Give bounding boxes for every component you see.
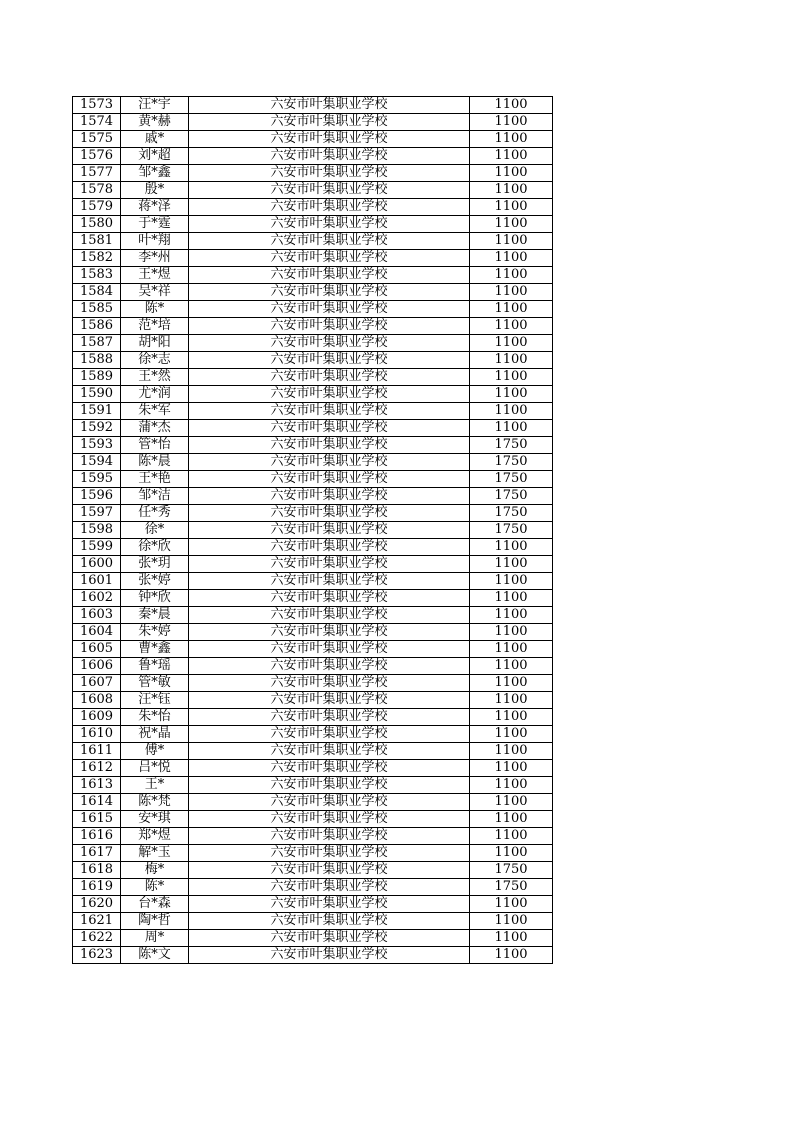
name-cell: 尤*润 (121, 386, 189, 403)
row-number-cell: 1583 (73, 267, 121, 284)
school-cell: 六安市叶集职业学校 (189, 726, 470, 743)
data-table (72, 96, 553, 964)
name-cell: 任*秀 (121, 505, 189, 522)
row-number-cell: 1580 (73, 216, 121, 233)
school-cell: 六安市叶集职业学校 (189, 930, 470, 947)
table-row (73, 862, 553, 879)
amount-cell: 1100 (470, 318, 553, 335)
row-number-cell: 1617 (73, 845, 121, 862)
table-row (73, 726, 553, 743)
amount-cell: 1100 (470, 131, 553, 148)
table-row (73, 352, 553, 369)
name-cell: 曹*鑫 (121, 641, 189, 658)
row-number-cell: 1613 (73, 777, 121, 794)
table-row (73, 777, 553, 794)
table-row (73, 403, 553, 420)
name-cell: 叶*翔 (121, 233, 189, 250)
table-row (73, 386, 553, 403)
name-cell: 黄*赫 (121, 114, 189, 131)
school-cell: 六安市叶集职业学校 (189, 641, 470, 658)
row-number-cell: 1605 (73, 641, 121, 658)
table-row (73, 556, 553, 573)
name-cell: 汪*钰 (121, 692, 189, 709)
table-row (73, 794, 553, 811)
table-row (73, 369, 553, 386)
amount-cell: 1100 (470, 148, 553, 165)
amount-cell: 1750 (470, 437, 553, 454)
row-number-cell: 1618 (73, 862, 121, 879)
table-row (73, 522, 553, 539)
amount-cell: 1100 (470, 726, 553, 743)
table-row (73, 505, 553, 522)
amount-cell: 1100 (470, 811, 553, 828)
school-cell: 六安市叶集职业学校 (189, 760, 470, 777)
school-cell: 六安市叶集职业学校 (189, 352, 470, 369)
table-row (73, 437, 553, 454)
school-cell: 六安市叶集职业学校 (189, 233, 470, 250)
amount-cell: 1100 (470, 828, 553, 845)
table-body (73, 97, 553, 964)
amount-cell: 1100 (470, 624, 553, 641)
name-cell: 胡*阳 (121, 335, 189, 352)
table-row (73, 709, 553, 726)
table-row (73, 318, 553, 335)
amount-cell: 1100 (470, 386, 553, 403)
name-cell: 朱*婷 (121, 624, 189, 641)
name-cell: 朱*军 (121, 403, 189, 420)
name-cell: 傅* (121, 743, 189, 760)
row-number-cell: 1621 (73, 913, 121, 930)
table-row (73, 658, 553, 675)
school-cell: 六安市叶集职业学校 (189, 97, 470, 114)
row-number-cell: 1575 (73, 131, 121, 148)
row-number-cell: 1586 (73, 318, 121, 335)
name-cell: 殷* (121, 182, 189, 199)
school-cell: 六安市叶集职业学校 (189, 539, 470, 556)
school-cell: 六安市叶集职业学校 (189, 505, 470, 522)
amount-cell: 1100 (470, 930, 553, 947)
row-number-cell: 1601 (73, 573, 121, 590)
row-number-cell: 1616 (73, 828, 121, 845)
amount-cell: 1100 (470, 947, 553, 964)
row-number-cell: 1574 (73, 114, 121, 131)
row-number-cell: 1588 (73, 352, 121, 369)
amount-cell: 1100 (470, 658, 553, 675)
amount-cell: 1750 (470, 522, 553, 539)
name-cell: 安*琪 (121, 811, 189, 828)
table-row (73, 488, 553, 505)
school-cell: 六安市叶集职业学校 (189, 182, 470, 199)
amount-cell: 1100 (470, 301, 553, 318)
table-row (73, 947, 553, 964)
school-cell: 六安市叶集职业学校 (189, 947, 470, 964)
table-row (73, 454, 553, 471)
name-cell: 钟*欣 (121, 590, 189, 607)
school-cell: 六安市叶集职业学校 (189, 250, 470, 267)
table-row (73, 301, 553, 318)
name-cell: 祝*晶 (121, 726, 189, 743)
name-cell: 徐*欣 (121, 539, 189, 556)
row-number-cell: 1577 (73, 165, 121, 182)
school-cell: 六安市叶集职业学校 (189, 709, 470, 726)
table-row (73, 896, 553, 913)
name-cell: 李*州 (121, 250, 189, 267)
row-number-cell: 1592 (73, 420, 121, 437)
school-cell: 六安市叶集职业学校 (189, 692, 470, 709)
amount-cell: 1100 (470, 590, 553, 607)
row-number-cell: 1578 (73, 182, 121, 199)
table-row (73, 641, 553, 658)
row-number-cell: 1608 (73, 692, 121, 709)
name-cell: 戚* (121, 131, 189, 148)
school-cell: 六安市叶集职业学校 (189, 403, 470, 420)
amount-cell: 1100 (470, 352, 553, 369)
amount-cell: 1100 (470, 777, 553, 794)
row-number-cell: 1594 (73, 454, 121, 471)
amount-cell: 1100 (470, 182, 553, 199)
row-number-cell: 1600 (73, 556, 121, 573)
name-cell: 管*敏 (121, 675, 189, 692)
amount-cell: 1100 (470, 794, 553, 811)
row-number-cell: 1591 (73, 403, 121, 420)
amount-cell: 1100 (470, 692, 553, 709)
row-number-cell: 1604 (73, 624, 121, 641)
row-number-cell: 1614 (73, 794, 121, 811)
name-cell: 王*艳 (121, 471, 189, 488)
row-number-cell: 1612 (73, 760, 121, 777)
table-row (73, 97, 553, 114)
name-cell: 蒋*泽 (121, 199, 189, 216)
table-row (73, 845, 553, 862)
amount-cell: 1100 (470, 250, 553, 267)
amount-cell: 1100 (470, 267, 553, 284)
row-number-cell: 1619 (73, 879, 121, 896)
table-row (73, 913, 553, 930)
name-cell: 解*玉 (121, 845, 189, 862)
table-row (73, 114, 553, 131)
name-cell: 刘*超 (121, 148, 189, 165)
name-cell: 朱*怡 (121, 709, 189, 726)
table-row (73, 811, 553, 828)
amount-cell: 1100 (470, 641, 553, 658)
school-cell: 六安市叶集职业学校 (189, 896, 470, 913)
name-cell: 张*婷 (121, 573, 189, 590)
table-row (73, 199, 553, 216)
table-row (73, 148, 553, 165)
school-cell: 六安市叶集职业学校 (189, 811, 470, 828)
amount-cell: 1750 (470, 879, 553, 896)
table-row (73, 233, 553, 250)
row-number-cell: 1615 (73, 811, 121, 828)
name-cell: 周* (121, 930, 189, 947)
table-row (73, 250, 553, 267)
row-number-cell: 1576 (73, 148, 121, 165)
row-number-cell: 1598 (73, 522, 121, 539)
row-number-cell: 1599 (73, 539, 121, 556)
amount-cell: 1750 (470, 454, 553, 471)
name-cell: 王*煜 (121, 267, 189, 284)
school-cell: 六安市叶集职业学校 (189, 454, 470, 471)
row-number-cell: 1584 (73, 284, 121, 301)
name-cell: 陈* (121, 301, 189, 318)
name-cell: 秦*晨 (121, 607, 189, 624)
school-cell: 六安市叶集职业学校 (189, 556, 470, 573)
amount-cell: 1100 (470, 539, 553, 556)
name-cell: 陈* (121, 879, 189, 896)
table-row (73, 182, 553, 199)
amount-cell: 1100 (470, 369, 553, 386)
table-row (73, 828, 553, 845)
row-number-cell: 1611 (73, 743, 121, 760)
table-row (73, 539, 553, 556)
row-number-cell: 1620 (73, 896, 121, 913)
school-cell: 六安市叶集职业学校 (189, 420, 470, 437)
row-number-cell: 1573 (73, 97, 121, 114)
row-number-cell: 1596 (73, 488, 121, 505)
name-cell: 邹*洁 (121, 488, 189, 505)
school-cell: 六安市叶集职业学校 (189, 284, 470, 301)
school-cell: 六安市叶集职业学校 (189, 335, 470, 352)
school-cell: 六安市叶集职业学校 (189, 318, 470, 335)
name-cell: 陶*哲 (121, 913, 189, 930)
school-cell: 六安市叶集职业学校 (189, 862, 470, 879)
school-cell: 六安市叶集职业学校 (189, 165, 470, 182)
name-cell: 于*霆 (121, 216, 189, 233)
row-number-cell: 1593 (73, 437, 121, 454)
name-cell: 徐*志 (121, 352, 189, 369)
amount-cell: 1750 (470, 471, 553, 488)
school-cell: 六安市叶集职业学校 (189, 131, 470, 148)
name-cell: 陈*文 (121, 947, 189, 964)
school-cell: 六安市叶集职业学校 (189, 777, 470, 794)
row-number-cell: 1610 (73, 726, 121, 743)
name-cell: 徐* (121, 522, 189, 539)
name-cell: 台*森 (121, 896, 189, 913)
table-row (73, 420, 553, 437)
amount-cell: 1100 (470, 335, 553, 352)
name-cell: 张*玥 (121, 556, 189, 573)
row-number-cell: 1579 (73, 199, 121, 216)
name-cell: 王*然 (121, 369, 189, 386)
name-cell: 郑*煜 (121, 828, 189, 845)
school-cell: 六安市叶集职业学校 (189, 624, 470, 641)
school-cell: 六安市叶集职业学校 (189, 488, 470, 505)
table-row (73, 743, 553, 760)
school-cell: 六安市叶集职业学校 (189, 199, 470, 216)
table-row (73, 607, 553, 624)
amount-cell: 1100 (470, 114, 553, 131)
table-row (73, 335, 553, 352)
school-cell: 六安市叶集职业学校 (189, 522, 470, 539)
amount-cell: 1100 (470, 284, 553, 301)
row-number-cell: 1603 (73, 607, 121, 624)
school-cell: 六安市叶集职业学校 (189, 301, 470, 318)
row-number-cell: 1582 (73, 250, 121, 267)
table-row (73, 930, 553, 947)
amount-cell: 1100 (470, 556, 553, 573)
name-cell: 梅* (121, 862, 189, 879)
amount-cell: 1100 (470, 913, 553, 930)
name-cell: 鲁*瑶 (121, 658, 189, 675)
name-cell: 蒲*杰 (121, 420, 189, 437)
school-cell: 六安市叶集职业学校 (189, 267, 470, 284)
row-number-cell: 1585 (73, 301, 121, 318)
name-cell: 范*培 (121, 318, 189, 335)
table-row (73, 471, 553, 488)
table-row (73, 760, 553, 777)
school-cell: 六安市叶集职业学校 (189, 675, 470, 692)
amount-cell: 1100 (470, 199, 553, 216)
name-cell: 吕*悦 (121, 760, 189, 777)
amount-cell: 1100 (470, 233, 553, 250)
amount-cell: 1100 (470, 607, 553, 624)
row-number-cell: 1609 (73, 709, 121, 726)
amount-cell: 1100 (470, 743, 553, 760)
name-cell: 陈*梵 (121, 794, 189, 811)
table-row (73, 216, 553, 233)
table-row (73, 131, 553, 148)
row-number-cell: 1581 (73, 233, 121, 250)
table-row (73, 879, 553, 896)
row-number-cell: 1595 (73, 471, 121, 488)
amount-cell: 1100 (470, 573, 553, 590)
school-cell: 六安市叶集职业学校 (189, 828, 470, 845)
name-cell: 邹*鑫 (121, 165, 189, 182)
row-number-cell: 1606 (73, 658, 121, 675)
name-cell: 王* (121, 777, 189, 794)
amount-cell: 1750 (470, 505, 553, 522)
row-number-cell: 1602 (73, 590, 121, 607)
table-row (73, 624, 553, 641)
school-cell: 六安市叶集职业学校 (189, 845, 470, 862)
amount-cell: 1100 (470, 97, 553, 114)
amount-cell: 1100 (470, 760, 553, 777)
row-number-cell: 1589 (73, 369, 121, 386)
amount-cell: 1750 (470, 862, 553, 879)
amount-cell: 1100 (470, 403, 553, 420)
row-number-cell: 1623 (73, 947, 121, 964)
school-cell: 六安市叶集职业学校 (189, 114, 470, 131)
amount-cell: 1100 (470, 420, 553, 437)
row-number-cell: 1607 (73, 675, 121, 692)
table-row (73, 675, 553, 692)
school-cell: 六安市叶集职业学校 (189, 386, 470, 403)
school-cell: 六安市叶集职业学校 (189, 743, 470, 760)
school-cell: 六安市叶集职业学校 (189, 573, 470, 590)
table-row (73, 267, 553, 284)
row-number-cell: 1587 (73, 335, 121, 352)
row-number-cell: 1597 (73, 505, 121, 522)
table-row (73, 590, 553, 607)
amount-cell: 1750 (470, 488, 553, 505)
row-number-cell: 1590 (73, 386, 121, 403)
amount-cell: 1100 (470, 845, 553, 862)
school-cell: 六安市叶集职业学校 (189, 607, 470, 624)
table-row (73, 692, 553, 709)
amount-cell: 1100 (470, 165, 553, 182)
school-cell: 六安市叶集职业学校 (189, 590, 470, 607)
school-cell: 六安市叶集职业学校 (189, 437, 470, 454)
amount-cell: 1100 (470, 709, 553, 726)
amount-cell: 1100 (470, 216, 553, 233)
school-cell: 六安市叶集职业学校 (189, 913, 470, 930)
name-cell: 陈*晨 (121, 454, 189, 471)
table-row (73, 165, 553, 182)
row-number-cell: 1622 (73, 930, 121, 947)
school-cell: 六安市叶集职业学校 (189, 879, 470, 896)
amount-cell: 1100 (470, 896, 553, 913)
amount-cell: 1100 (470, 675, 553, 692)
school-cell: 六安市叶集职业学校 (189, 794, 470, 811)
school-cell: 六安市叶集职业学校 (189, 658, 470, 675)
table-row (73, 573, 553, 590)
school-cell: 六安市叶集职业学校 (189, 471, 470, 488)
name-cell: 吴*祥 (121, 284, 189, 301)
school-cell: 六安市叶集职业学校 (189, 216, 470, 233)
name-cell: 管*怡 (121, 437, 189, 454)
table-row (73, 284, 553, 301)
school-cell: 六安市叶集职业学校 (189, 148, 470, 165)
name-cell: 汪*宇 (121, 97, 189, 114)
school-cell: 六安市叶集职业学校 (189, 369, 470, 386)
